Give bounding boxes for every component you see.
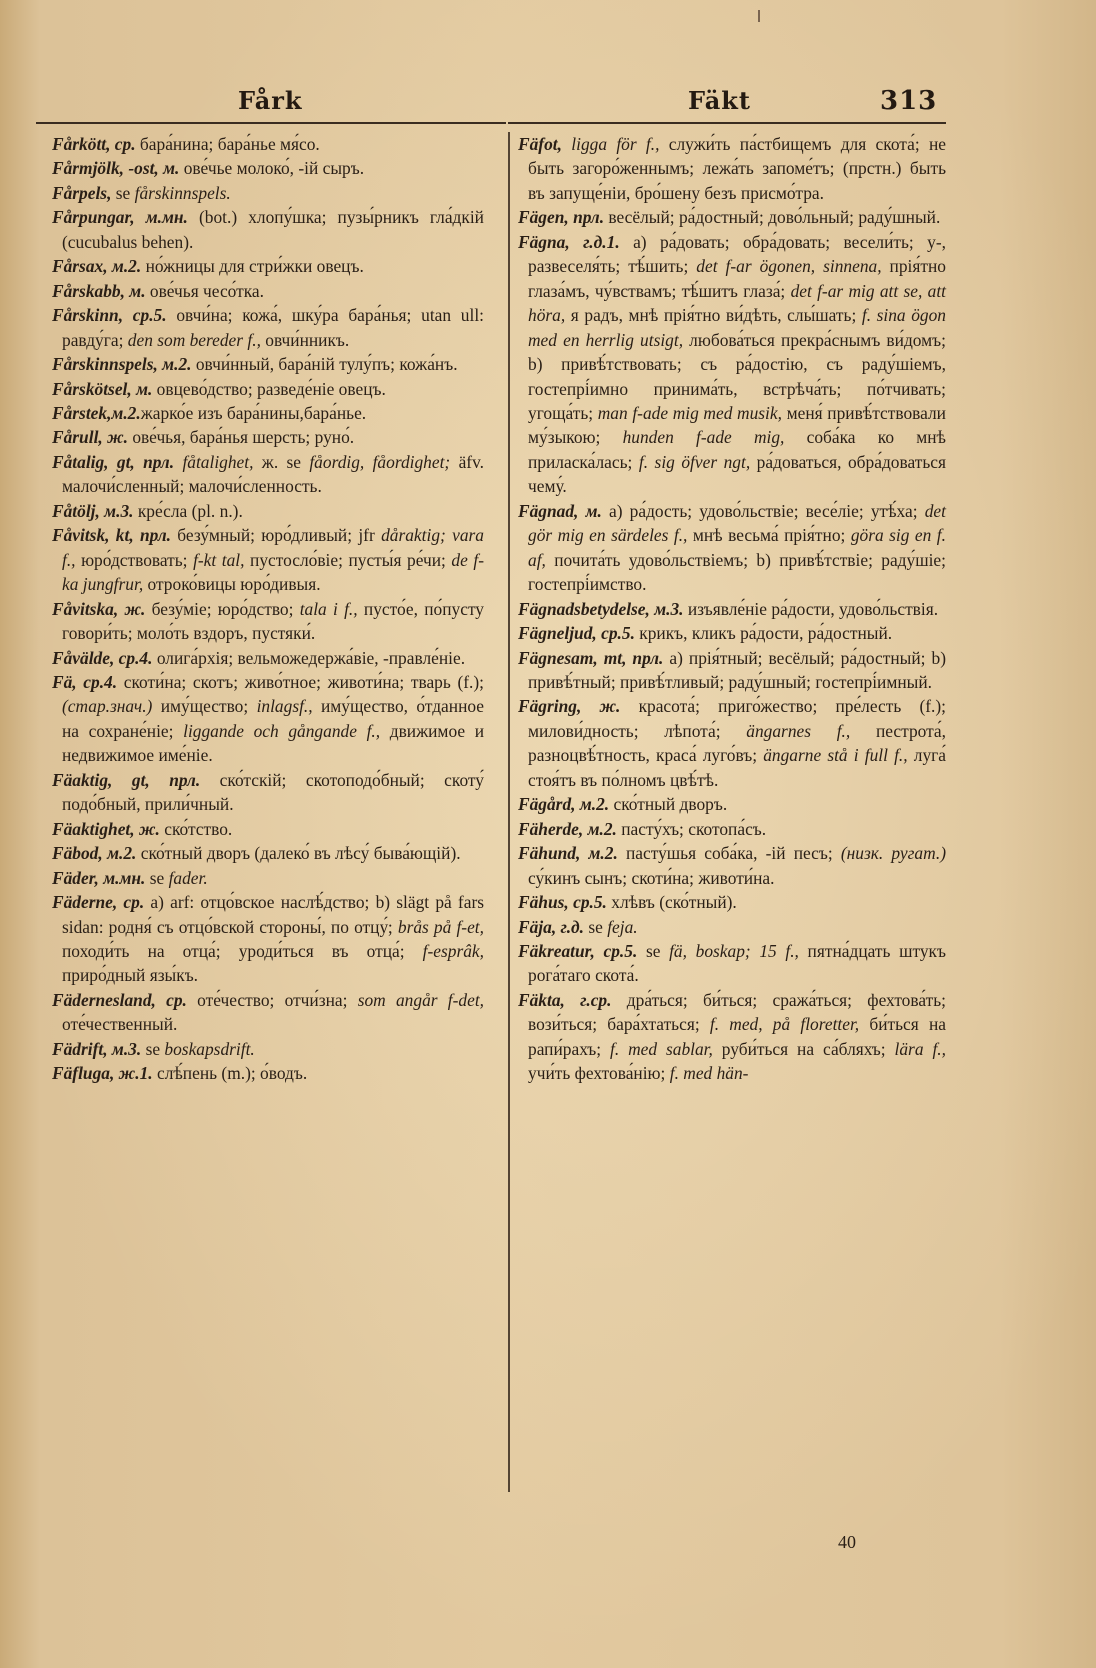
definition-text: походи́ть на отца́; уроди́ться въ отца́; [62, 940, 423, 961]
definition-text: меня́ привѣ́тствовали му́зыкою; [528, 402, 946, 448]
headword: Fäkta, г.ср. [518, 989, 612, 1010]
definition-text: пятна́дцать штукъ рога́таго скота́. [528, 940, 946, 986]
definition-text: соба́ка ко мнѣ приласка́лась; [528, 427, 946, 472]
definition-text: мнѣ весьма́ прія́тно; [687, 525, 851, 546]
dictionary-entry [518, 499, 946, 597]
dictionary-entry [52, 1037, 484, 1061]
dictionary-entry [518, 841, 946, 890]
definition-text: ове́чья чесо́тка. [145, 280, 264, 301]
definition-text: но́жницы для стри́жки овецъ. [141, 256, 364, 277]
definition-text: иму́щество, о́тданное на сохране́ніе; [62, 696, 485, 741]
definition-text: почита́ть удово́льствіемъ; b) привѣ́тствіе; раду́шіе; гостепрі́имство. [528, 549, 946, 595]
definition-text: ско́тный дворъ (далеко́ въ лѣсу́ быва́ющій). [136, 843, 461, 864]
page-number: 313 [880, 86, 938, 116]
running-head-left: Fårk [238, 86, 303, 115]
definition-text: (bot.) хлопу́шка; пузы́рникъ гла́дкій (cucubalus behen). [62, 207, 484, 252]
example-text: f. med sablar, [610, 1038, 713, 1059]
column-divider [508, 132, 510, 1492]
definition-text: оте́чество; отчи́зна; [186, 989, 358, 1010]
example-text: hunden f-ade mig, [622, 427, 785, 448]
example-text: de f-ka jungfrur, [62, 549, 484, 595]
headword: Fähund, м.2. [518, 843, 618, 864]
example-text: f. sig öfver ngt, [638, 451, 751, 472]
definition-text: ско́тный дворъ. [609, 794, 728, 815]
definition-text: безу́міе; юро́дство; [145, 598, 300, 619]
dictionary-entry [518, 915, 946, 939]
headword: Fäfluga, ж.1. [52, 1063, 153, 1084]
dictionary-entry [518, 597, 946, 621]
example-text: brås på f-et, [397, 916, 484, 937]
dictionary-entry [52, 890, 484, 988]
definition-text: a) arf: отцо́вское наслѣ́дство; b) slägt på fars sidan: родня́ съ отцо́вской стороны́, по отцу́; [62, 892, 484, 937]
definition-text: пасту́шья соба́ка, -ій песъ; [617, 843, 841, 864]
headword: Fäder, м.мн. [52, 867, 146, 888]
example-text: (низк. ругат.) [840, 843, 946, 864]
dictionary-entry [52, 181, 484, 205]
dictionary-entry [52, 597, 484, 646]
definition-text: любова́ться прекра́снымъ ви́домъ; b) привѣ́тствовать; съ ра́достію, съ раду́шіемъ, гостепрі́имно принима́ть, встрѣча́ть; по́тчивать; угоща́ть; [528, 329, 946, 423]
definition-text: весёлый; ра́достный; дово́льный; раду́шный. [604, 207, 941, 228]
dictionary-entry [52, 352, 484, 376]
dictionary-entry [518, 988, 946, 1086]
definition-text: a) прія́тный; весёлый; ра́достный; b) привѣ́тный; привѣ́тливый; раду́шный; гостепрі́имный. [528, 647, 946, 692]
dictionary-entry [52, 866, 484, 890]
example-text: dåraktig; vara f., [62, 525, 484, 570]
headword: Fägård, м.2. [518, 794, 610, 815]
headword: Fårskötsel, м. [52, 378, 153, 399]
header-rule-left [36, 122, 506, 124]
definition-text: ско́тство. [159, 818, 233, 839]
definition-text: дра́ться; би́ться; сража́ться; фехтова́ть; вози́ться; бара́хтаться; [528, 989, 946, 1035]
headword: Fårmjölk, -ost, м. [52, 158, 180, 179]
headword: Fäderneslаnd, ср. [52, 989, 187, 1010]
definition-text: se [141, 1038, 165, 1059]
definition-text: слѣ́пень (m.); о́водъ. [152, 1063, 308, 1084]
definition-text: äfv. малочи́сленный; малочи́сленность. [62, 451, 484, 497]
headword: Fåvitska, ж. [52, 598, 146, 619]
dictionary-entry [52, 450, 484, 499]
dictionary-entry [52, 646, 484, 670]
headword: Fähus, ср.5. [518, 892, 607, 913]
headword: Fåtalig, gt, прл. [52, 451, 175, 472]
example-text: f. sina ögon med en herrlig utsigt, [528, 305, 946, 350]
example-text: f-esprâk, [422, 940, 484, 961]
definition-text: овчи́нникъ. [260, 329, 350, 350]
definition-text: хлѣвъ (ско́тный). [606, 892, 737, 913]
headword: Fäderne, ср. [52, 892, 145, 913]
example-text: det f-ar mig att se, att höra, [528, 280, 946, 326]
dictionary-entry [518, 230, 946, 499]
headword: Fårpels, [52, 182, 112, 203]
example-text: feja. [607, 916, 638, 937]
headword: Fädrift, м.3. [52, 1038, 142, 1059]
definition-text: жарко́е изъ бара́нины,бара́нье. [140, 402, 367, 423]
definition-text: я радъ, мнѣ прія́тно ви́дѣть, слы́шать; [565, 305, 862, 326]
headword: Fägnesam, mt, прл. [518, 647, 664, 668]
definition-text: ж. se [253, 451, 310, 472]
definition-text: se [584, 916, 608, 937]
dictionary-entry [52, 377, 484, 401]
definition-text: ове́чье молоко́, -ій сыръ. [179, 158, 365, 179]
example-text: liggande och gångande f., [183, 720, 381, 741]
example-text: det gör mig en särdeles f., [528, 500, 946, 546]
signature-mark: 40 [838, 1532, 856, 1552]
dictionary-entry [52, 841, 484, 865]
example-text: fåtalighet, [182, 451, 254, 472]
dictionary-entry [518, 792, 946, 816]
dictionary-entry [52, 303, 484, 352]
definition-text: учи́ть фехтова́нію; [528, 1063, 670, 1084]
dictionary-entry [52, 205, 484, 254]
dictionary-entry [518, 132, 946, 205]
definition-text: служи́ть па́стбищемъ для скота́; не быть загоро́женнымъ; лежа́ть запоме́тъ; (прстн.) быть въ запуще́ніи, бро́шену безъ присмо́тра. [528, 134, 946, 203]
definition-text: приро́дный язы́къ. [62, 965, 199, 986]
dictionary-entry [52, 425, 484, 449]
headword: Fårskinn, ср.5. [52, 305, 167, 326]
definition-text: пустосло́віе; пусты́я ре́чи; [244, 549, 452, 570]
headword: Fårskabb, м. [52, 280, 146, 301]
dictionary-entry [52, 988, 484, 1037]
example-text: fä, boskap; 15 f., [669, 940, 799, 961]
definition-text: отроко́вицы юро́дивыя. [143, 574, 321, 595]
headword: Fägnad, м. [518, 500, 602, 521]
definition-text: иму́щество; [152, 696, 257, 717]
example-text: inlagsf., [256, 696, 313, 717]
definition-text: a) ра́довать; обра́довать; весели́ть; у-, развеселя́ть; тѣ́шить; [528, 231, 946, 277]
definition-text: оте́чественный. [62, 1014, 178, 1035]
dictionary-entry [52, 156, 484, 180]
example-text: lära f., [894, 1038, 946, 1059]
headword: Fäbod, м.2. [52, 843, 137, 864]
headword: Fä, ср.4. [52, 671, 118, 692]
dictionary-entry [518, 205, 946, 229]
dictionary-entry [52, 768, 484, 817]
dictionary-entry [52, 254, 484, 278]
dictionary-entry [518, 646, 946, 695]
definition-text: кре́сла (pl. n.). [133, 500, 243, 521]
definition-text: se [637, 940, 670, 961]
headword: Fäaktighet, ж. [52, 818, 160, 839]
example-text: fårskinnspels. [134, 182, 231, 203]
example-text: som angår f-det, [357, 989, 484, 1010]
headword: Fårstek,м.2. [52, 402, 141, 423]
example-text: man f-ade mig med musik, [597, 402, 782, 423]
definition-text: пестрота́, разноцвѣ́тность, краса́ луго́въ; [528, 720, 946, 766]
example-text: f-kt tal, [193, 549, 245, 570]
example-text: (стар.знач.) [62, 696, 153, 717]
example-text: f. med hän- [669, 1063, 749, 1084]
example-text: tala i f., [299, 598, 358, 619]
dictionary-entry [52, 817, 484, 841]
example-text: ängarne stå i full f., [763, 745, 908, 766]
headword: Fägneljud, ср.5. [518, 623, 635, 644]
example-text: göra sig en f. af, [528, 525, 946, 570]
headword: Fägen, прл. [518, 207, 605, 228]
definition-text: движимое и недвижимое име́ніе. [62, 720, 485, 766]
left-column [52, 132, 484, 1086]
headword: Fårskinnspels, м.2. [52, 354, 192, 375]
definition-text: су́кинъ сынъ; скоти́на; животи́на. [528, 867, 775, 888]
example-text: boskapsdrift. [164, 1038, 255, 1059]
headword: Fårsax, м.2. [52, 256, 142, 277]
dictionary-entry [518, 621, 946, 645]
definition-text: пусто́е, по́пусту говори́ть; моло́ть вздоръ, пустяки́. [62, 598, 485, 644]
definition-text: se [111, 182, 135, 203]
definition-text: олига́рхія; вельможедержа́віе, -правле́ніе. [152, 647, 466, 668]
headword: Fäherde, м.2. [518, 818, 617, 839]
running-head-right: Fäkt [688, 86, 751, 115]
headword: Fårkött, ср. [52, 134, 136, 154]
definition-text: красота́; приго́жество; пре́лесть (f.); милови́дность; лѣпота́; [528, 696, 946, 741]
dictionary-entry [52, 523, 484, 596]
headword: Fäaktig, gt, прл. [52, 769, 201, 790]
header-rule-right [508, 122, 946, 124]
definition-text: овчи́нный, бара́ній тулу́пъ; кожа́нъ. [191, 354, 458, 375]
definition-text: изъявле́ніе ра́дости, удово́льствія. [683, 598, 939, 619]
headword: Fäja, г.д. [518, 916, 585, 937]
example-text: det f-ar ögonen, sinnena, [696, 256, 882, 277]
dictionary-entry [52, 499, 484, 523]
dictionary-entry [52, 279, 484, 303]
right-column [518, 132, 946, 1086]
headword: Fåvitsk, kt, прл. [52, 525, 171, 546]
definition-text: скоти́на; скотъ; живо́тное; животи́на; тварь (f.); [117, 671, 484, 692]
definition-text: ра́доваться, обра́доваться чему́. [528, 451, 946, 497]
example-text: fåordig, fåordighet; [309, 451, 451, 472]
headword: Fägnadsbetydelse, м.3. [518, 598, 684, 619]
dictionary-entry [518, 694, 946, 792]
example-text: den som bereder f., [127, 329, 261, 350]
dictionary-entry [518, 939, 946, 988]
definition-text: руби́ться на са́бляхъ; [712, 1038, 895, 1059]
definition-text: крикъ, кликъ ра́дости, ра́достный. [634, 623, 893, 644]
print-mark [758, 10, 760, 22]
dictionary-entry [52, 670, 484, 768]
definition-text [562, 134, 571, 154]
definition-text: пасту́хъ; скотопа́съ. [616, 818, 767, 839]
dictionary-entry [52, 401, 484, 425]
example-text: f. med, på floretter, [709, 1014, 860, 1035]
headword: Fåtölj, м.3. [52, 500, 134, 521]
definition-text: ско́тскій; скотоподо́бный; скоту́ подо́бный, прили́чный. [62, 769, 484, 815]
headword: Fåvälde, ср.4. [52, 647, 153, 668]
dictionary-entry [518, 890, 946, 914]
headword: Fägring, ж. [518, 696, 621, 717]
definition-text: прія́тно глаза́мъ, чу́вствамъ; тѣ́шитъ глаза́; [528, 256, 946, 301]
dictionary-entry [52, 132, 484, 156]
definition-text: овчи́на; кожа́, шку́ра бара́нья; utan ull: равду́га; [62, 305, 485, 350]
example-text: fader. [168, 867, 208, 888]
headword: Fäkreatur, ср.5. [518, 940, 638, 961]
dictionary-entry [52, 1061, 484, 1085]
headword: Fårull, ж. [52, 427, 128, 448]
example-text: ligga för f., [571, 134, 660, 154]
definition-text: a) ра́дость; удово́льствіе; весе́ліе; утѣ́ха; [601, 500, 925, 521]
definition-text: бара́нина; бара́нье мя́со. [135, 134, 320, 154]
definition-text: овцево́дство; разведе́ніе овецъ. [152, 378, 386, 399]
example-text: ängarnes f., [746, 720, 851, 741]
definition-text: ове́чья, бара́нья шерсть; руно́. [128, 427, 355, 448]
definition-text: безу́мный; юро́дливый; jfr [170, 525, 382, 546]
dictionary-entry [518, 817, 946, 841]
definition-text: би́ться на рапи́рахъ; [528, 1014, 946, 1059]
definition-text: se [145, 867, 169, 888]
definition-text: юро́дствовать; [75, 549, 194, 570]
headword: Fäfot, [518, 134, 562, 154]
headword: Fårpungar, м.мн. [52, 207, 188, 228]
headword: Fägna, г.д.1. [518, 231, 620, 252]
definition-text: луга́ стоя́тъ въ по́лномъ цвѣ́тѣ. [528, 745, 946, 790]
